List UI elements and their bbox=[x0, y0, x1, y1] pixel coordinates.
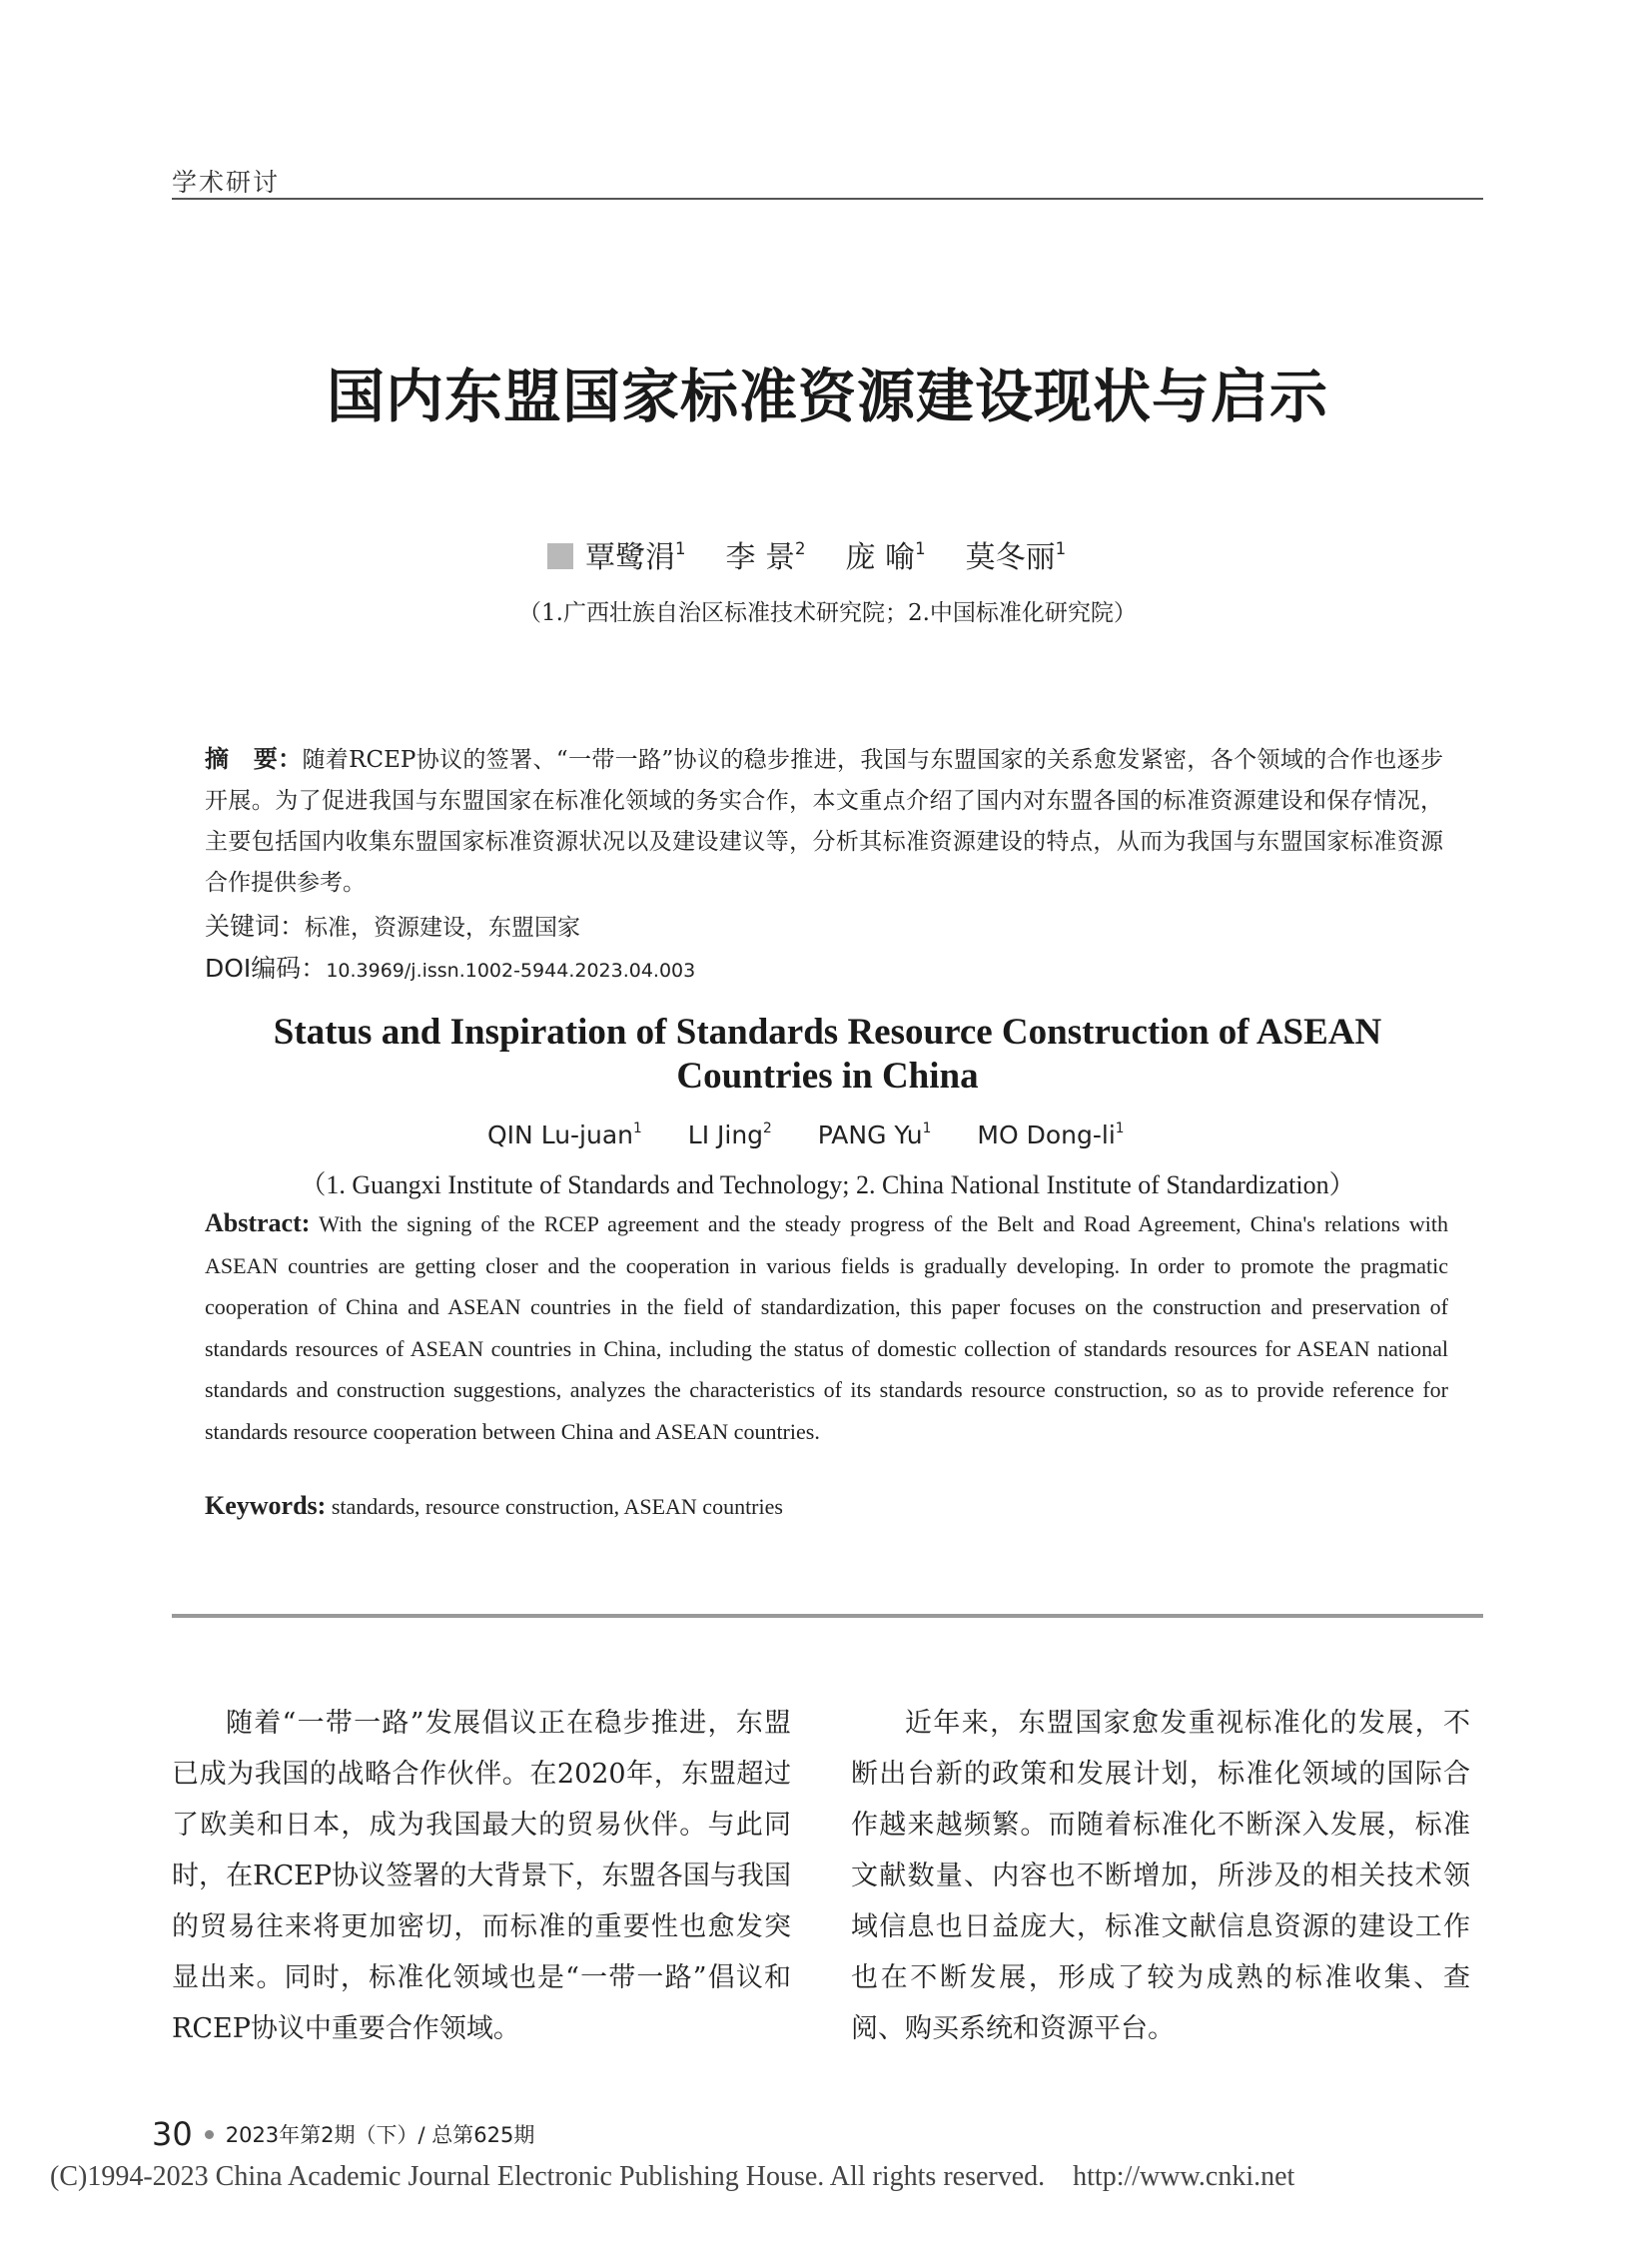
author-cn-3: 庞 喻$^1$ bbox=[845, 539, 926, 575]
title-cn: 国内东盟国家标准资源建设现状与启示 bbox=[326, 363, 1328, 430]
copyright-line: (C)1994-2023 China Academic Journal Electronic Publishing House. All rights reserved. http://www.cnki.net bbox=[50, 2161, 1295, 2192]
abstract-cn bbox=[205, 739, 1443, 904]
page-number: 30 bbox=[152, 2115, 193, 2153]
bullet-dot-icon bbox=[205, 2130, 214, 2139]
square-marker-icon bbox=[547, 543, 573, 569]
body-column-left: 随着“一带一路”发展倡议正在稳步推进，东盟已成为我国的战略合作伙伴。在2020年，东盟超过了欧美和日本，成为我国最大的贸易伙伴。与此同时，在RCEP协议签署的大背景下，东盟各国与我国的贸易往来将更加密切，而标准的重要性也愈发突显出来。同时，标准化领域也是“一带一路”倡议和RCEP协议中重要合作领域。 bbox=[172, 1708, 791, 2044]
title-en-line-2: Countries in China bbox=[676, 1056, 979, 1097]
keywords-cn-text: 标准，资源建设，东盟国家 bbox=[305, 915, 581, 941]
author-cn-4: 莫冬丽$^1$ bbox=[965, 539, 1067, 575]
authors-cn bbox=[547, 532, 1066, 576]
author-en-4: MO Dong-$li^1$ bbox=[977, 1120, 1125, 1149]
abstract-en-text: With the signing of the RCEP agreement and the steady progress of the Belt and Road Agreement, China's relations with ASEAN countries are getting closer and the cooperation in various fields is gradually developing. In order to promote the pragmatic cooperation of China and ASEAN countries in the field of standardization, this paper focuses on the construction and preservation of standards resources of ASEAN countries in China, including the status of domestic collection of standards resources for ASEAN national standards and construction suggestions, analyzes the characteristics of its standards resource construction, so as to provide reference for standards resource cooperation between China and ASEAN countries. bbox=[205, 1211, 1448, 1444]
author-en-1: QIN Lu-juan$^1$ bbox=[487, 1120, 642, 1149]
title-en-line-1: Status and Inspiration of Standards Resource Construction of ASEAN bbox=[273, 1012, 1382, 1053]
author-en-2: LI Jing$^2$ bbox=[687, 1120, 772, 1149]
authors-en bbox=[487, 1121, 1125, 1149]
issue-info: 2023年第2期（下）/ 总第625期 bbox=[225, 2123, 535, 2147]
author-en-3: PANG Yu$^1$ bbox=[817, 1120, 932, 1149]
doi bbox=[205, 949, 695, 985]
keywords-en-text: standards, resource construction, ASEAN countries bbox=[331, 1494, 783, 1519]
affiliations-en: （1. Guangxi Institute of Standards and Technology; 2. China National Institute of Standardization） bbox=[300, 1170, 1355, 1199]
body-divider bbox=[172, 1614, 1483, 1618]
doi-label: DOI编码： bbox=[205, 954, 327, 983]
keywords-en-label: Keywords: bbox=[205, 1491, 327, 1520]
keywords-cn-label: 关键词： bbox=[205, 912, 306, 941]
abstract-cn-label: 摘 要： bbox=[205, 745, 303, 773]
author-cn-1: 覃鹭涓$^1$ bbox=[547, 532, 686, 576]
abstract-cn-text: 随着RCEP协议的签署、“一带一路”协议的稳步推进，我国与东盟国家的关系愈发紧密，各个领域的合作也逐步开展。为了促进我国与东盟国家在标准化领域的务实合作，本文重点介绍了国内对东盟各国的标准资源建设和保存情况，主要包括国内收集东盟国家标准资源状况以及建设建议等，分析其标准资源建设的特点，从而为我国与东盟国家标准资源合作提供参考。 bbox=[205, 747, 1443, 896]
body-column-right: 近年来，东盟国家愈发重视标准化的发展，不断出台新的政策和发展计划，标准化领域的国际合作越来越频繁。而随着标准化不断深入发展，标准文献数量、内容也不断增加，所涉及的相关技术领域信息也日益庞大，标准文献信息资源的建设工作也在不断发展，形成了较为成熟的标准收集、查阅、购买系统和资源平台。 bbox=[851, 1708, 1470, 2044]
section-label: 学术研讨 bbox=[172, 168, 281, 197]
affiliations-cn: （1.广西壮族自治区标准技术研究院；2.中国标准化研究院） bbox=[518, 600, 1137, 626]
abstract-en-label: Abstract: bbox=[205, 1208, 311, 1237]
doi-value: 10.3969/j.issn.1002-5944.2023.04.003 bbox=[326, 960, 696, 982]
header-divider bbox=[172, 198, 1483, 200]
abstract-en bbox=[205, 1202, 1448, 1452]
keywords-cn bbox=[205, 907, 580, 943]
title-en bbox=[172, 1011, 1483, 1099]
author-cn-2: 李 景$^2$ bbox=[725, 539, 806, 575]
keywords-en bbox=[205, 1491, 783, 1521]
page-footer bbox=[152, 2115, 534, 2153]
